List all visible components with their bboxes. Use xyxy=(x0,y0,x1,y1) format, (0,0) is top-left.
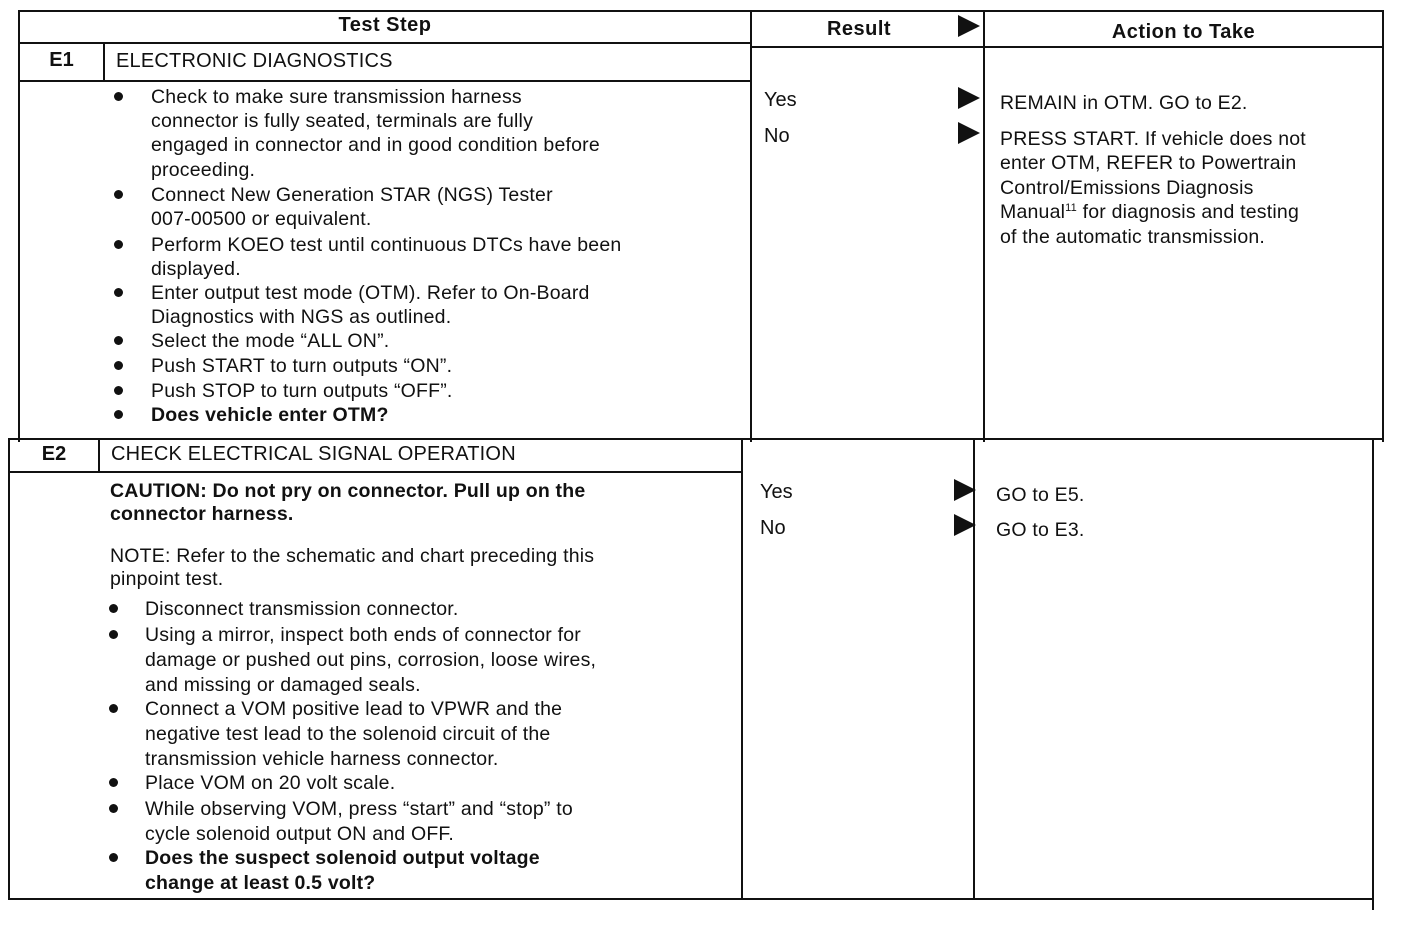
bullet-icon xyxy=(109,704,118,713)
e2-bullet-text: Connect a VOM positive lead to VPWR and the xyxy=(145,698,563,720)
e1-result-no: No xyxy=(764,125,790,147)
e1-bullet-text: Select the mode “ALL ON”. xyxy=(151,330,390,352)
table-right-border xyxy=(1382,10,1384,442)
e1-step-title: ELECTRONIC DIAGNOSTICS xyxy=(116,50,393,72)
header-divider xyxy=(18,42,752,44)
e1-action-yes: REMAIN in OTM. GO to E2. xyxy=(1000,92,1248,114)
e2-step-id: E2 xyxy=(41,443,67,465)
column-divider-result xyxy=(741,440,743,900)
e2-caution-line: connector harness. xyxy=(110,503,294,525)
bullet-icon xyxy=(109,804,118,813)
e1-bullet-text: displayed. xyxy=(151,258,241,281)
e1-action-no-line: PRESS START. If vehicle does not xyxy=(1000,128,1306,150)
column-divider-action xyxy=(983,10,985,442)
e2-action-no: GO to E3. xyxy=(996,519,1085,541)
e2-bullet-text: transmission vehicle harness connector. xyxy=(145,748,499,770)
e2-id-divider xyxy=(98,438,100,473)
e1-bullet-text: Does vehicle enter OTM? xyxy=(151,404,389,426)
e1-bullet-text: Perform KOEO test until continuous DTCs have been xyxy=(151,234,622,256)
bullet-icon xyxy=(114,240,123,249)
e1-action-manual: Manual xyxy=(1000,201,1066,223)
bullet-icon xyxy=(109,604,118,613)
e2-action-yes: GO to E5. xyxy=(996,484,1085,506)
column-divider-action xyxy=(973,440,975,900)
e1-action-no-line: of the automatic transmission. xyxy=(1000,226,1266,248)
bullet-icon xyxy=(109,630,118,639)
header-arrow-icon xyxy=(958,15,980,37)
e1-bullet-text: Diagnostics with NGS as outlined. xyxy=(151,306,452,329)
bullet-icon xyxy=(114,336,123,345)
bullet-icon xyxy=(114,190,123,199)
bullet-icon xyxy=(109,853,118,862)
arrow-icon xyxy=(958,122,980,144)
e1-bullet-text: 007-00500 or equivalent. xyxy=(151,208,372,231)
header-test-step: Test Step xyxy=(338,14,432,36)
e1-result-yes: Yes xyxy=(764,89,797,111)
e1-step-id: E1 xyxy=(49,49,74,71)
header-result: Result xyxy=(826,18,892,40)
e1-action-no-line xyxy=(1000,200,1299,225)
e2-bullet-text: Disconnect transmission connector. xyxy=(145,598,459,620)
e1-bullet-text: Check to make sure transmission harness xyxy=(151,86,522,108)
bullet-icon xyxy=(114,92,123,101)
e2-caution-line: CAUTION: Do not pry on connector. Pull up on the xyxy=(110,480,586,502)
arrow-icon xyxy=(954,479,976,501)
e1-bullet-text: proceeding. xyxy=(151,158,256,181)
table-right-border xyxy=(1372,440,1374,910)
footnote-marker: 11 xyxy=(1065,202,1077,214)
bullet-icon xyxy=(114,410,123,419)
table-bottom-border xyxy=(8,898,1374,900)
e2-result-yes: Yes xyxy=(760,481,793,503)
e1-action-no-line: Control/Emissions Diagnosis xyxy=(1000,177,1254,199)
e2-note-line: pinpoint test. xyxy=(110,568,224,590)
e2-bullet-text: and missing or damaged seals. xyxy=(145,674,421,696)
e2-bullet-text: Place VOM on 20 volt scale. xyxy=(145,772,396,794)
bullet-icon xyxy=(109,778,118,787)
bullet-icon xyxy=(114,361,123,370)
e2-bullet-text: change at least 0.5 volt? xyxy=(145,872,376,894)
header-divider xyxy=(750,46,1384,48)
e1-bullet-text: Push STOP to turn outputs “OFF”. xyxy=(151,380,453,402)
column-divider-result xyxy=(750,10,752,442)
e2-title-divider xyxy=(8,471,743,473)
e2-bullet-text: Using a mirror, inspect both ends of connector for xyxy=(145,624,581,646)
e2-bullet-text: While observing VOM, press “start” and “stop” to xyxy=(145,798,573,820)
e2-step-title: CHECK ELECTRICAL SIGNAL OPERATION xyxy=(111,443,516,465)
arrow-icon xyxy=(958,87,980,109)
e2-result-no: No xyxy=(760,517,786,539)
table-left-border xyxy=(18,10,20,442)
e1-bullet-text: engaged in connector and in good condition before xyxy=(151,134,600,157)
e1-id-divider xyxy=(103,42,105,82)
e2-note-line: NOTE: Refer to the schematic and chart preceding this xyxy=(110,545,595,567)
e1-title-divider xyxy=(18,80,752,82)
e2-bullet-text: damage or pushed out pins, corrosion, loose wires, xyxy=(145,649,597,671)
e1-bullet-text: Push START to turn outputs “ON”. xyxy=(151,355,453,377)
e1-bullet-text: Enter output test mode (OTM). Refer to On-Board xyxy=(151,282,590,304)
e2-bullet-text: Does the suspect solenoid output voltage xyxy=(145,847,540,869)
bullet-icon xyxy=(114,386,123,395)
header-action: Action to Take xyxy=(1111,21,1256,43)
arrow-icon xyxy=(954,514,976,536)
e1-action-manual-rest: for diagnosis and testing xyxy=(1082,201,1299,223)
e1-action-no-line: enter OTM, REFER to Powertrain xyxy=(1000,152,1297,174)
table-left-border xyxy=(8,440,10,900)
e2-bullet-text: negative test lead to the solenoid circuit of the xyxy=(145,723,551,745)
e1-bullet-text: Connect New Generation STAR (NGS) Tester xyxy=(151,184,553,206)
e1-bullet-text: connector is fully seated, terminals are fully xyxy=(151,110,534,133)
bullet-icon xyxy=(114,288,123,297)
e2-bullet-text: cycle solenoid output ON and OFF. xyxy=(145,823,455,845)
